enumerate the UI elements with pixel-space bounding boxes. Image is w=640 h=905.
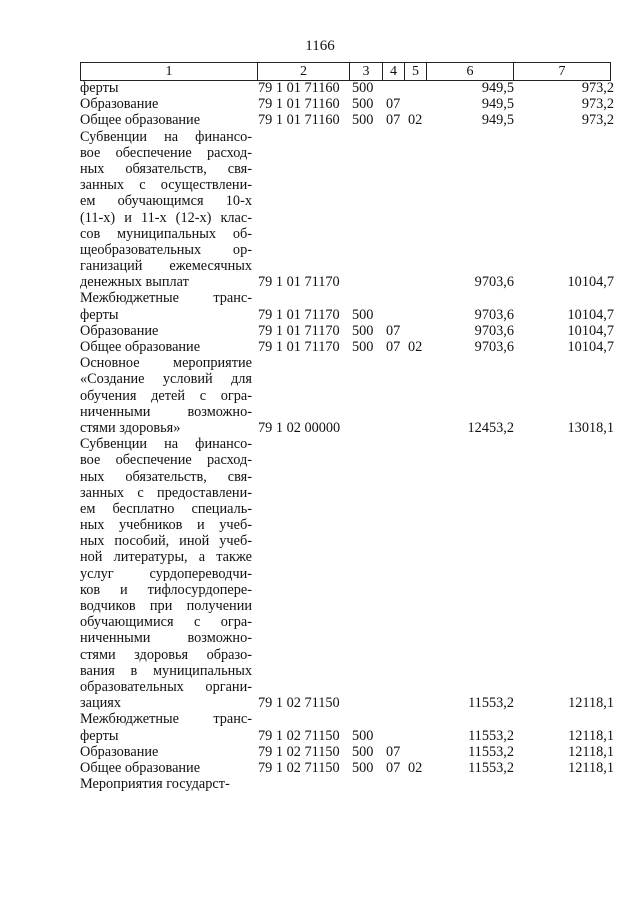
expense-type-code: 500 — [352, 759, 374, 776]
target-code: 79 1 01 71160 — [258, 112, 340, 129]
subsection-code: 02 — [408, 339, 423, 355]
amount-year-2: 12118,1 — [568, 695, 614, 712]
row-values — [80, 112, 614, 128]
column-header-6: 6 — [427, 63, 514, 81]
section-code: 07 — [386, 743, 401, 760]
table-row — [80, 776, 614, 792]
section-code: 07 — [386, 322, 401, 339]
amount-year-2: 10104,7 — [567, 339, 614, 355]
row-values — [80, 695, 614, 711]
row-name-line: вания в муниципальных — [80, 662, 252, 679]
row-name-line: ных обязательств, свя- — [80, 468, 252, 485]
amount-year-1: 11553,2 — [468, 743, 514, 760]
row-name-line: Мероприятия государст- — [80, 776, 230, 793]
expense-type-code: 500 — [352, 727, 374, 744]
row-name-line: образовательных органи- — [80, 678, 252, 695]
row-name-line: ем бесплатно специаль- — [80, 500, 252, 517]
expense-type-code: 500 — [352, 322, 374, 339]
table-row — [80, 760, 614, 776]
column-header-7: 7 — [514, 63, 611, 81]
amount-year-1: 9703,6 — [474, 274, 514, 291]
row-name-line: услуг сурдопереводчи- — [80, 565, 252, 582]
amount-year-1: 949,5 — [481, 80, 514, 96]
amount-year-1: 9703,6 — [474, 339, 514, 355]
table-row — [80, 96, 614, 112]
row-name — [80, 129, 252, 291]
row-name-line: денежных выплат — [80, 274, 189, 291]
target-code: 79 1 01 71170 — [258, 274, 340, 291]
budget-table-body — [80, 80, 614, 792]
row-name-line: Общее образование — [80, 112, 201, 129]
page-number: 1166 — [305, 38, 335, 54]
expense-type-code: 500 — [352, 80, 374, 96]
row-values — [80, 420, 614, 436]
table-row — [80, 711, 614, 743]
amount-year-2: 12118,1 — [568, 759, 614, 776]
row-values — [80, 274, 614, 290]
column-header-1: 1 — [81, 63, 258, 81]
table-row — [80, 436, 614, 711]
expense-type-code: 500 — [352, 743, 374, 760]
amount-year-2: 10104,7 — [567, 274, 614, 291]
target-code: 79 1 01 71170 — [258, 322, 340, 339]
row-name-line: обучающимися с огра- — [80, 614, 252, 631]
expense-type-code: 500 — [352, 339, 374, 355]
section-code: 07 — [386, 96, 401, 113]
table-row — [80, 129, 614, 291]
amount-year-2: 10104,7 — [567, 306, 614, 323]
target-code: 79 1 01 71170 — [258, 339, 340, 355]
amount-year-2: 12118,1 — [568, 743, 614, 760]
row-values — [80, 728, 614, 744]
amount-year-1: 11553,2 — [468, 727, 514, 744]
amount-year-1: 9703,6 — [474, 322, 514, 339]
row-name-line: Межбюджетные транс- — [80, 290, 252, 307]
table-row — [80, 290, 614, 322]
row-name-line: Субвенции на финансо- — [80, 128, 252, 145]
row-values — [80, 80, 614, 96]
row-values — [80, 307, 614, 323]
amount-year-2: 13018,1 — [567, 419, 614, 436]
amount-year-2: 973,2 — [581, 112, 614, 129]
row-name-line: ных пособий, иной учеб- — [80, 533, 252, 550]
expense-type-code: 500 — [352, 96, 374, 113]
subsection-code: 02 — [408, 759, 423, 776]
table-row — [80, 80, 614, 96]
row-name-line: ферты — [80, 306, 119, 323]
target-code: 79 1 01 71160 — [258, 80, 340, 96]
expense-type-code: 500 — [352, 306, 374, 323]
row-name-line: сов муниципальных об- — [80, 225, 252, 242]
amount-year-1: 949,5 — [481, 96, 514, 113]
row-name-line: Общее образование — [80, 759, 201, 776]
row-name-line: Субвенции на финансо- — [80, 436, 252, 453]
row-name-line: Общее образование — [80, 339, 201, 355]
table-row — [80, 355, 614, 436]
row-name-line: зациях — [80, 695, 122, 712]
row-name-line: стями здоровья образо- — [80, 646, 252, 663]
subsection-code: 02 — [408, 112, 423, 129]
row-values — [80, 760, 614, 776]
amount-year-1: 11553,2 — [468, 695, 514, 712]
row-name-line: ной литературы, а также — [80, 549, 252, 566]
row-name-line: Образование — [80, 322, 159, 339]
amount-year-2: 12118,1 — [568, 727, 614, 744]
column-header-3: 3 — [350, 63, 383, 81]
target-code: 79 1 02 71150 — [258, 695, 340, 712]
column-header-5: 5 — [405, 63, 427, 81]
amount-year-2: 973,2 — [581, 96, 614, 113]
target-code: 79 1 02 71150 — [258, 743, 340, 760]
section-code: 07 — [386, 759, 401, 776]
target-code: 79 1 02 71150 — [258, 759, 340, 776]
row-values — [80, 776, 614, 792]
table-row — [80, 112, 614, 128]
row-name-line: ниченными возможно- — [80, 630, 252, 647]
target-code: 79 1 02 00000 — [258, 419, 341, 436]
row-name-line: «Создание условий для — [80, 371, 252, 388]
row-name-line: (11-х) и 11-х (12-х) клас- — [80, 209, 252, 226]
amount-year-1: 11553,2 — [468, 759, 514, 776]
column-header-2: 2 — [258, 63, 350, 81]
amount-year-1: 12453,2 — [467, 419, 514, 436]
row-name-line: ниченными возможно- — [80, 403, 252, 420]
row-values — [80, 323, 614, 339]
column-header-4: 4 — [383, 63, 405, 81]
row-name-line: ков и тифлосурдопере- — [80, 581, 252, 598]
row-values — [80, 339, 614, 355]
row-name — [80, 436, 252, 711]
row-name-line: вое обеспечение расход- — [80, 452, 252, 469]
amount-year-1: 949,5 — [481, 112, 514, 129]
row-name-line: занных с предоставлени- — [80, 484, 252, 501]
target-code: 79 1 01 71170 — [258, 306, 340, 323]
row-name-line: занных с осуществлени- — [80, 177, 252, 194]
amount-year-2: 10104,7 — [567, 322, 614, 339]
expense-type-code: 500 — [352, 112, 374, 129]
row-values — [80, 96, 614, 112]
row-name-line: ем обучающимся 10-х — [80, 193, 252, 210]
row-name-line: водчиков при получении — [80, 598, 252, 614]
row-name-line: ных обязательств, свя- — [80, 160, 252, 177]
row-name-line: Межбюджетные транс- — [80, 711, 252, 728]
row-name-line: ганизаций ежемесячных — [80, 258, 252, 275]
target-code: 79 1 01 71160 — [258, 96, 340, 113]
section-code: 07 — [386, 112, 401, 129]
row-name-line: Образование — [80, 743, 159, 760]
amount-year-1: 9703,6 — [474, 306, 514, 323]
row-values — [80, 744, 614, 760]
target-code: 79 1 02 71150 — [258, 727, 340, 744]
row-name-line: вое обеспечение расход- — [80, 144, 252, 161]
row-name-line: Основное мероприятие — [80, 355, 252, 372]
row-name-line: щеобразовательных ор- — [80, 241, 252, 258]
table-row — [80, 339, 614, 355]
section-code: 07 — [386, 339, 401, 355]
column-header-row — [80, 62, 611, 81]
row-name-line: стями здоровья» — [80, 419, 181, 436]
table-row — [80, 323, 614, 339]
table-row — [80, 744, 614, 760]
row-name-line: ных учебников и учеб- — [80, 517, 252, 534]
row-name-line: обучения детей с огра- — [80, 387, 252, 404]
row-name-line: Образование — [80, 96, 159, 113]
amount-year-2: 973,2 — [581, 80, 614, 96]
row-name-line: ферты — [80, 727, 119, 744]
row-name-line: ферты — [80, 80, 119, 96]
